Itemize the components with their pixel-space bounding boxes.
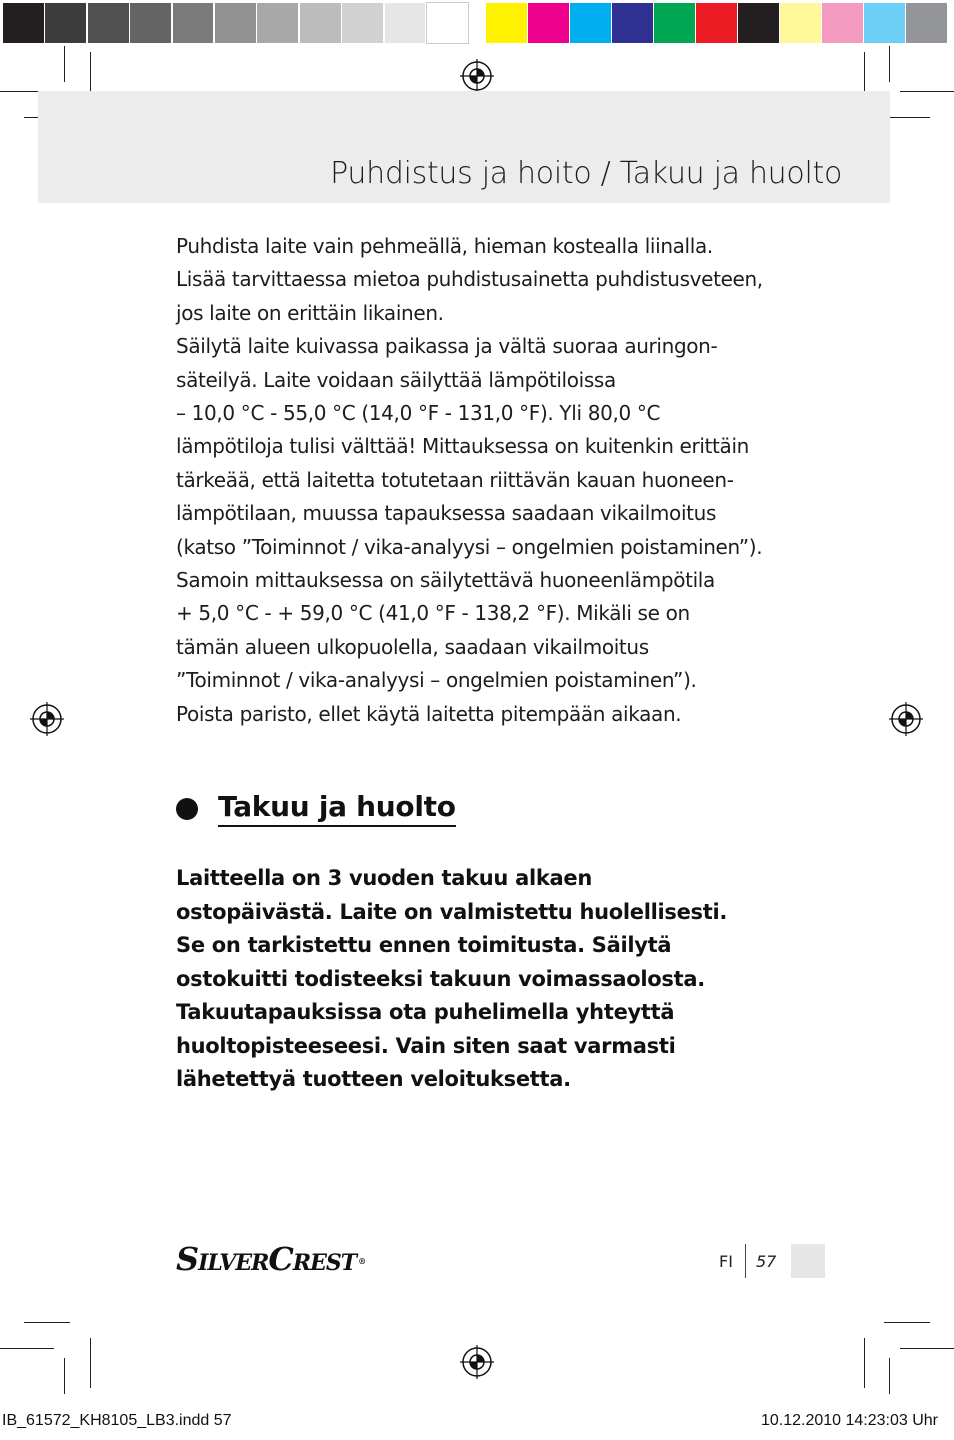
- warranty-line: huoltopisteeseesi. Vain siten saat varmasti: [176, 1033, 676, 1058]
- color-swatch: [696, 3, 737, 43]
- color-swatch: [612, 3, 653, 43]
- body-line: Poista paristo, ellet käytä laitetta pitempään aikaan.: [176, 701, 682, 726]
- registration-mark-icon: [460, 1345, 494, 1379]
- color-swatch: [45, 3, 86, 43]
- body-line: + 5,0 °C - + 59,0 °C (41,0 °F - 138,2 °F). Mikäli se on: [176, 601, 690, 626]
- color-swatch: [864, 3, 905, 43]
- color-swatch: [780, 3, 821, 43]
- color-swatch: [173, 3, 214, 43]
- color-swatch: [342, 3, 383, 43]
- registration-mark-icon: [889, 702, 923, 736]
- crop-mark: [889, 46, 890, 82]
- warranty-line: ostokuitti todisteeksi takuun voimassaolosta.: [176, 966, 705, 991]
- crop-mark: [64, 46, 65, 82]
- color-swatch: [385, 3, 426, 43]
- body-line: Säilytä laite kuivassa paikassa ja vältä suoraa auringon-: [176, 334, 718, 359]
- color-swatch: [528, 3, 569, 43]
- color-swatch: [906, 3, 947, 43]
- warranty-line: lähetettyä tuotteen veloituksetta.: [176, 1067, 571, 1091]
- color-swatch: [570, 3, 611, 43]
- brand-logo: SILVERCREST ®: [176, 1240, 366, 1278]
- warranty-line: Takuutapauksissa ota puhelimella yhteyttä: [176, 1000, 675, 1024]
- body-line: ”Toiminnot / vika-analyysi – ongelmien poistaminen”).: [176, 668, 697, 693]
- color-swatch: [427, 3, 468, 43]
- crop-mark: [900, 1348, 954, 1349]
- slug-timestamp: 10.12.2010 14:23:03 Uhr: [760, 1412, 938, 1429]
- warranty-line: ostopäivästä. Laite on valmistettu huolellisesti.: [176, 899, 728, 924]
- color-swatch: [257, 3, 298, 43]
- crop-mark: [24, 1322, 70, 1323]
- crop-mark: [884, 117, 930, 118]
- color-swatch: [738, 3, 779, 43]
- body-paragraph: [176, 230, 816, 731]
- body-line: säteilyä. Laite voidaan säilyttää lämpötiloissa: [176, 367, 616, 392]
- registration-mark-icon: [30, 702, 64, 736]
- color-swatch: [654, 3, 695, 43]
- page-title: Puhdistus ja hoito / Takuu ja huolto: [330, 156, 842, 191]
- language-code: FI: [719, 1252, 733, 1271]
- section-heading: [176, 790, 456, 827]
- color-swatch: [300, 3, 341, 43]
- body-line: jos laite on erittäin likainen.: [176, 300, 444, 325]
- body-line: (katso ”Toiminnot / vika-analyysi – ongelmien poistaminen”).: [176, 534, 763, 559]
- crop-mark: [64, 1358, 65, 1394]
- body-line: Puhdista laite vain pehmeällä, hieman kostealla liinalla.: [176, 234, 713, 258]
- color-calibration-bar: [0, 0, 954, 47]
- warranty-line: Se on tarkistettu ennen toimitusta. Säilytä: [176, 933, 672, 957]
- body-line: tämän alueen ulkopuolella, saadaan vikailmoitus: [176, 634, 649, 659]
- body-line: lämpötilaan, muussa tapauksessa saadaan vikailmoitus: [176, 501, 717, 526]
- body-line: tärkeää, että laitetta totutetaan riittävän kauan huoneen-: [176, 467, 734, 492]
- color-swatch: [215, 3, 256, 43]
- bullet-icon: [176, 798, 198, 820]
- color-swatch: [486, 3, 527, 43]
- registration-mark-icon: [460, 59, 494, 93]
- body-line: Samoin mittauksessa on säilytettävä huoneenlämpötila: [176, 568, 715, 593]
- crop-mark: [0, 1348, 54, 1349]
- divider: [745, 1244, 746, 1278]
- crop-mark: [90, 1338, 91, 1388]
- color-swatch: [3, 3, 44, 43]
- color-swatch: [88, 3, 129, 43]
- page-number: 57: [756, 1252, 777, 1271]
- crop-mark: [900, 91, 954, 92]
- color-swatch: [822, 3, 863, 43]
- page-tab-marker: [791, 1244, 825, 1278]
- section-title: Takuu ja huolto: [218, 790, 456, 827]
- crop-mark: [864, 1338, 865, 1388]
- crop-mark: [884, 1322, 930, 1323]
- color-swatch: [130, 3, 171, 43]
- body-line: lämpötiloja tulisi välttää! Mittauksessa on kuitenkin erittäin: [176, 434, 749, 459]
- warranty-paragraph: [176, 862, 816, 1097]
- body-line: Lisää tarvittaessa mietoa puhdistusainetta puhdistusveteen,: [176, 267, 763, 292]
- body-line: – 10,0 °C - 55,0 °C (14,0 °F - 131,0 °F). Yli 80,0 °C: [176, 401, 661, 426]
- slug-filename: IB_61572_KH8105_LB3.indd 57: [2, 1412, 232, 1429]
- crop-mark: [889, 1358, 890, 1394]
- warranty-line: Laitteella on 3 vuoden takuu alkaen: [176, 866, 592, 890]
